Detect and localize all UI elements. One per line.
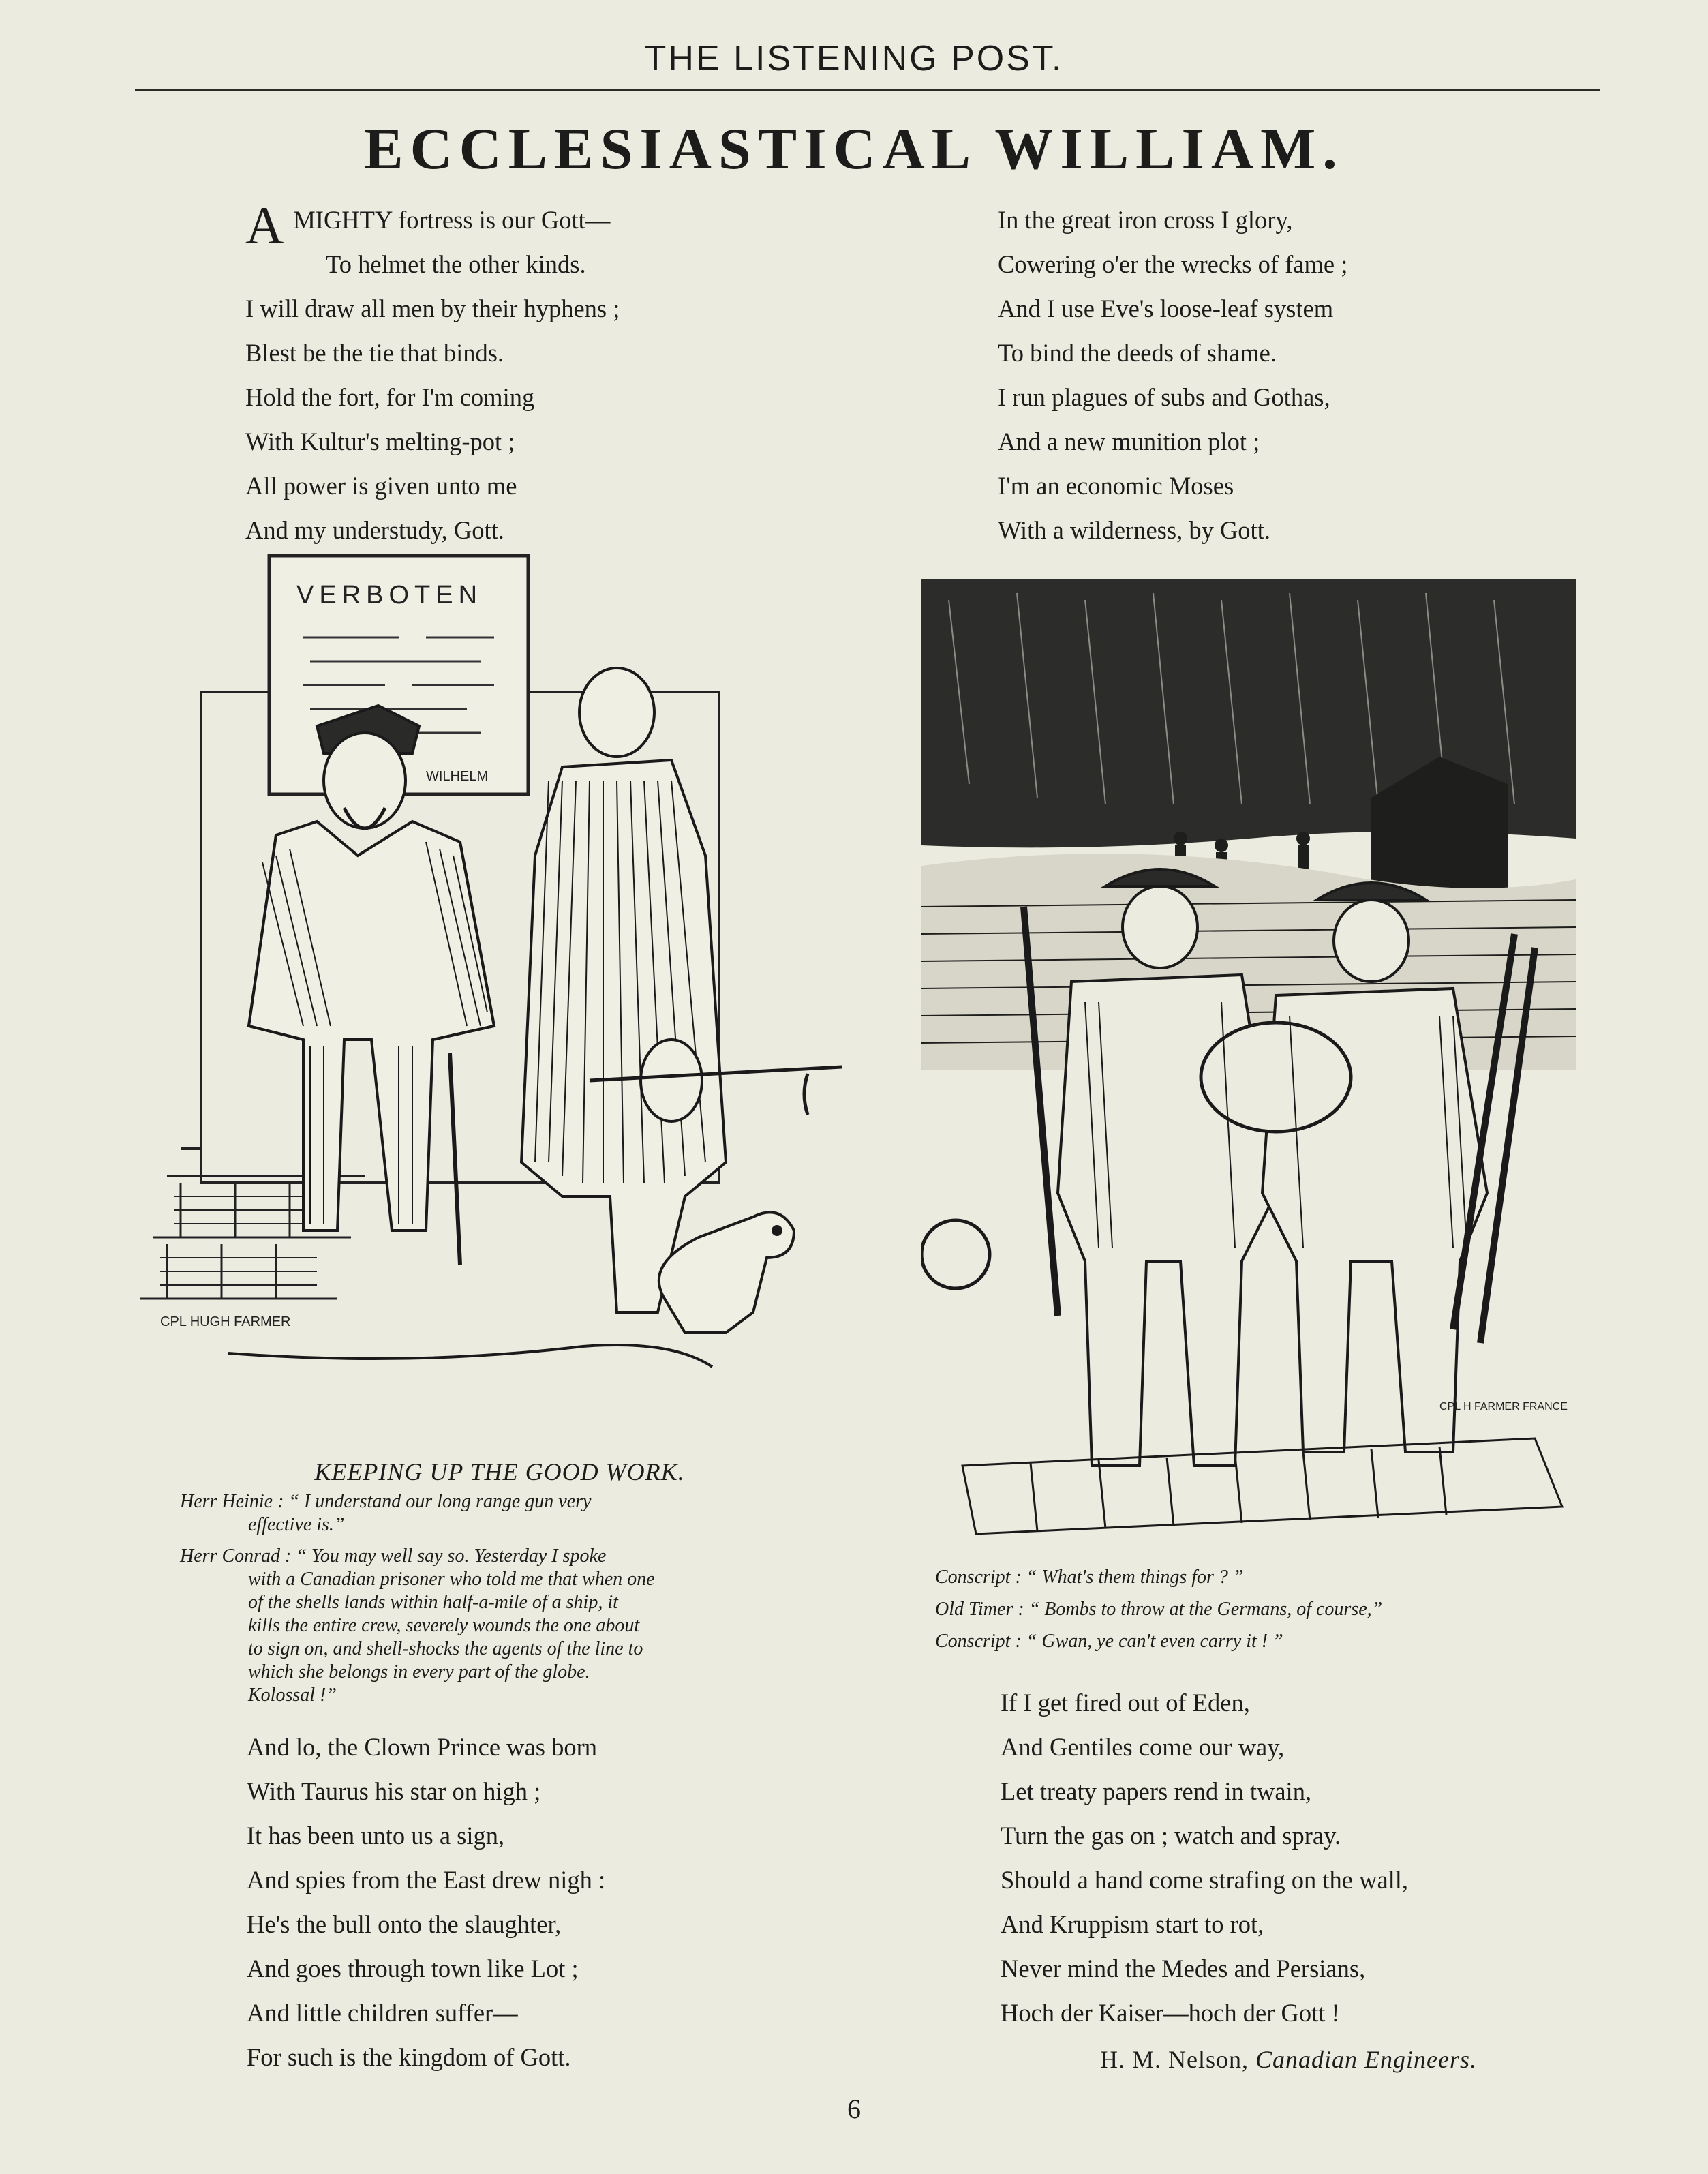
artist-signature: CPL H FARMER FRANCE bbox=[1439, 1401, 1568, 1413]
poem-line: And goes through town like Lot ; bbox=[247, 1954, 579, 1982]
poem-line: Let treaty papers rend in twain, bbox=[1001, 1777, 1312, 1805]
cartoon-conscript bbox=[921, 579, 1576, 1541]
speaker-name: Old Timer : bbox=[935, 1599, 1024, 1620]
speaker-name: Herr Heinie : bbox=[180, 1491, 284, 1512]
poem-line: And a new munition plot ; bbox=[998, 427, 1260, 455]
speaker-name: Herr Conrad : bbox=[180, 1545, 292, 1567]
stanza-4 bbox=[1001, 1680, 1614, 2035]
cartoon-drawing bbox=[140, 549, 849, 1428]
poem-line: All power is given unto me bbox=[245, 472, 517, 500]
poem-line: And lo, the Clown Prince was born bbox=[247, 1733, 597, 1761]
poem-line: Never mind the Medes and Persians, bbox=[1001, 1954, 1366, 1982]
poem-line: To helmet the other kinds. bbox=[326, 250, 586, 278]
drop-cap: A bbox=[245, 196, 284, 255]
poem-line: For such is the kingdom of Gott. bbox=[247, 2043, 571, 2071]
artist-signature: CPL HUGH FARMER bbox=[160, 1314, 291, 1329]
conscript-caption: Conscript : “ What's them things for ? ” Old Timer : “ Bombs to throw at the Germans, of course,” Conscript : “ Gwan, ye can't even carry it ! ” bbox=[935, 1567, 1383, 1652]
stanza-3 bbox=[247, 1725, 860, 2079]
speaker-name: Conscript : bbox=[935, 1631, 1022, 1652]
poem-line: And Gentiles come our way, bbox=[1001, 1733, 1285, 1761]
poem-line: I run plagues of subs and Gothas, bbox=[998, 383, 1330, 411]
poem-line: He's the bull onto the slaughter, bbox=[247, 1910, 562, 1938]
running-head: THE LISTENING POST. bbox=[644, 39, 1064, 78]
header-rule bbox=[135, 89, 1600, 91]
stanza-1 bbox=[245, 198, 791, 552]
cartoon-keeping-up-good-work bbox=[140, 549, 849, 1428]
poem-line: And my understudy, Gott. bbox=[245, 516, 504, 544]
cartoon-caption-title: KEEPING UP THE GOOD WORK. bbox=[314, 1458, 685, 1485]
dialogue-conrad: Herr Conrad : “ You may well say so. Yesterday I spoke with a Canadian prisoner who told me that when one of the shells lands within half-a-mile of a ship, it kills the entire crew, severely wounds the one about to sign on, and shell-shocks the agents of the line to which she belongs in every part of the globe. Kolossal !” bbox=[180, 1545, 655, 1706]
speaker-name: Conscript : bbox=[935, 1567, 1022, 1588]
poem-line: With Kultur's melting-pot ; bbox=[245, 427, 515, 455]
poem-line: Hold the fort, for I'm coming bbox=[245, 383, 535, 411]
poem-line: Hoch der Kaiser—hoch der Gott ! bbox=[1001, 1999, 1340, 2027]
poem-line: Should a hand come strafing on the wall, bbox=[1001, 1866, 1409, 1894]
poem-line: In the great iron cross I glory, bbox=[998, 206, 1293, 234]
poem-line: To bind the deeds of shame. bbox=[998, 339, 1277, 367]
author-org: Canadian Engineers. bbox=[1255, 2046, 1477, 2073]
sign-signature: WILHELM bbox=[426, 769, 489, 784]
article-title: ECCLESIASTICAL WILLIAM. bbox=[364, 116, 1344, 181]
poem-line: If I get fired out of Eden, bbox=[1001, 1689, 1250, 1717]
poem-line: With Taurus his star on high ; bbox=[247, 1777, 541, 1805]
poem-line: Cowering o'er the wrecks of fame ; bbox=[998, 250, 1348, 278]
page-number: 6 bbox=[847, 2094, 861, 2124]
poem-line: It has been unto us a sign, bbox=[247, 1822, 505, 1850]
poem-line: With a wilderness, by Gott. bbox=[998, 516, 1270, 544]
author-signature bbox=[1100, 2045, 1477, 2074]
poem-line: And I use Eve's loose-leaf system bbox=[998, 295, 1334, 322]
dialogue-heinie: Herr Heinie : “ I understand our long range gun very effective is.” bbox=[180, 1491, 592, 1535]
poem-line: And little children suffer— bbox=[247, 1999, 518, 2027]
poem-line: I will draw all men by their hyphens ; bbox=[245, 295, 620, 322]
stanza-2 bbox=[998, 198, 1611, 552]
poem-line: Turn the gas on ; watch and spray. bbox=[1001, 1822, 1341, 1850]
poem-line: A MIGHTY fortress is our Gott— bbox=[245, 196, 611, 255]
poem-line: And spies from the East drew nigh : bbox=[247, 1866, 606, 1894]
cartoon-drawing bbox=[921, 579, 1576, 1541]
sign-text: VERBOTEN bbox=[296, 581, 483, 609]
poem-line: I'm an economic Moses bbox=[998, 472, 1234, 500]
author-name: H. M. Nelson, bbox=[1100, 2046, 1249, 2073]
poem-line: And Kruppism start to rot, bbox=[1001, 1910, 1264, 1938]
poem-line: Blest be the tie that binds. bbox=[245, 339, 504, 367]
